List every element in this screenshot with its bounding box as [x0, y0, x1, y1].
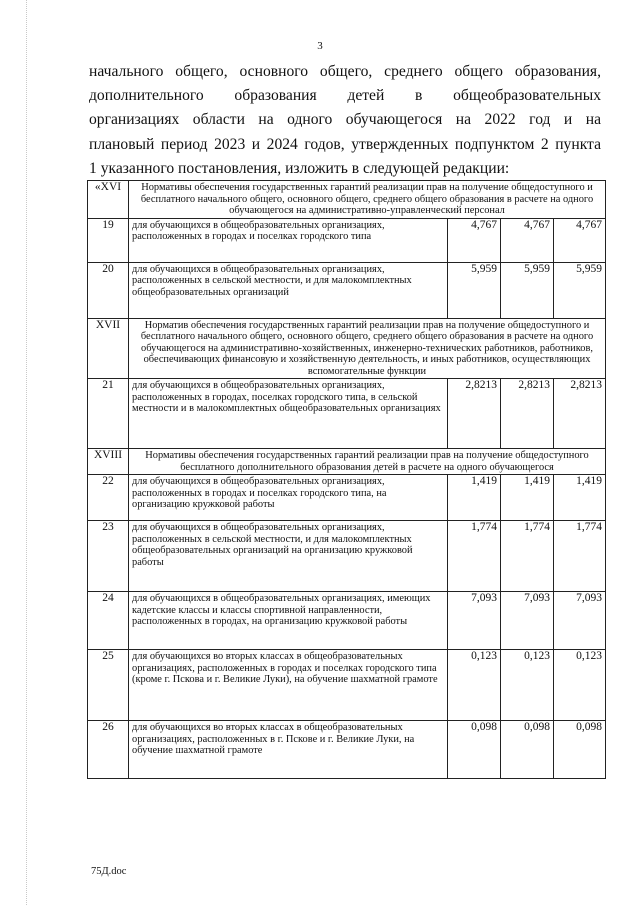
row-number: 20	[88, 262, 129, 318]
table-row	[88, 650, 606, 721]
intro-line: начального общего, основного общего, среднего общего образования,	[89, 63, 601, 80]
intro-line: организациях области на одного обучающегося на 2022 год и на	[89, 111, 601, 129]
table-row	[88, 218, 606, 262]
value-2024: 2,8213	[554, 379, 606, 449]
value-2023: 0,123	[501, 650, 554, 721]
value-2024: 0,123	[554, 650, 606, 721]
section-number: XVII	[88, 318, 129, 379]
section-number: «XVI	[88, 181, 129, 219]
table-row	[88, 521, 606, 592]
row-description: для обучающихся в общеобразовательных организациях, расположенных в городах и поселках городского типа	[129, 218, 448, 262]
table-row	[88, 475, 606, 521]
table-row	[88, 592, 606, 650]
intro-line: дополнительного образования детей в общеобразовательных	[89, 87, 601, 105]
norms-table	[87, 180, 606, 779]
footer-doc-name: 75Д.doc	[91, 866, 127, 877]
row-description: для обучающихся в общеобразовательных организациях, расположенных в сельской местности, и для малокомплектных общеобразовательных организаций на организацию кружковой работы	[129, 521, 448, 592]
page-number: 3	[317, 40, 323, 52]
row-description: для обучающихся в общеобразовательных организациях, имеющих кадетские классы и классы спортивной направленности, расположенных в городах, на организацию кружковой работы	[129, 592, 448, 650]
value-2024: 7,093	[554, 592, 606, 650]
value-2023: 0,098	[501, 721, 554, 779]
value-2023: 1,419	[501, 475, 554, 521]
row-description: для обучающихся в общеобразовательных организациях, расположенных в городах и поселках городского типа, на организацию кружковой работы	[129, 475, 448, 521]
value-2022: 0,098	[448, 721, 501, 779]
value-2023: 2,8213	[501, 379, 554, 449]
table-row	[88, 721, 606, 779]
section-title: Норматив обеспечения государственных гарантий реализации прав на получение общедоступного и бесплатного начального общего, основного общего, среднего общего образования в расчете на одного обучающегося на административно-хозяйственных, инженерно-технических работников, работников, обеспечивающих финансовую и хозяйственную деятельность, и иных работников, осуществляющих вспомогательные функции	[129, 318, 606, 379]
value-2024: 5,959	[554, 262, 606, 318]
intro-line: плановый период 2023 и 2024 годов, утвержденных подпунктом 2 пункта	[89, 135, 601, 153]
row-number: 22	[88, 475, 129, 521]
value-2024: 4,767	[554, 218, 606, 262]
value-2024: 1,419	[554, 475, 606, 521]
value-2023: 5,959	[501, 262, 554, 318]
row-description: для обучающихся во вторых классах в общеобразовательных организациях, расположенных в городах и поселках городского типа (кроме г. Пскова и г. Великие Луки), на обучение шахматной грамоте	[129, 650, 448, 721]
row-number: 23	[88, 521, 129, 592]
row-number: 25	[88, 650, 129, 721]
value-2022: 1,419	[448, 475, 501, 521]
row-description: для обучающихся в общеобразовательных организациях, расположенных в сельской местности, и для малокомплектных общеобразовательных организаций	[129, 262, 448, 318]
section-number: XVIII	[88, 449, 129, 475]
value-2024: 0,098	[554, 721, 606, 779]
intro-paragraph	[89, 60, 601, 181]
section-title: Нормативы обеспечения государственных гарантий реализации прав на получение общедоступного бесплатного дополнительного образования детей в расчете на одного обучающегося	[129, 449, 606, 475]
value-2022: 4,767	[448, 218, 501, 262]
intro-line: 1 указанного постановления, изложить в следующей редакции:	[89, 159, 510, 177]
value-2022: 2,8213	[448, 379, 501, 449]
row-number: 24	[88, 592, 129, 650]
section-header-row	[88, 181, 606, 219]
value-2022: 5,959	[448, 262, 501, 318]
row-number: 26	[88, 721, 129, 779]
section-header-row	[88, 318, 606, 379]
table-row	[88, 262, 606, 318]
value-2024: 1,774	[554, 521, 606, 592]
value-2023: 7,093	[501, 592, 554, 650]
row-number: 19	[88, 218, 129, 262]
section-header-row	[88, 449, 606, 475]
value-2022: 7,093	[448, 592, 501, 650]
value-2022: 1,774	[448, 521, 501, 592]
scan-margin-line	[26, 0, 28, 905]
table-row	[88, 379, 606, 449]
row-description: для обучающихся в общеобразовательных организациях, расположенных в городах, поселках городского типа, в сельской местности и в малокомплектных общеобразовательных организациях	[129, 379, 448, 449]
row-number: 21	[88, 379, 129, 449]
row-description: для обучающихся во вторых классах в общеобразовательных организациях, расположенных в г. Пскове и г. Великие Луки, на обучение шахматной грамоте	[129, 721, 448, 779]
value-2022: 0,123	[448, 650, 501, 721]
section-title: Нормативы обеспечения государственных гарантий реализации прав на получение общедоступного и бесплатного начального общего, основного общего, среднего общего образования в расчете на одного обучающегося на административно-управленческий персонал	[129, 181, 606, 219]
value-2023: 4,767	[501, 218, 554, 262]
value-2023: 1,774	[501, 521, 554, 592]
